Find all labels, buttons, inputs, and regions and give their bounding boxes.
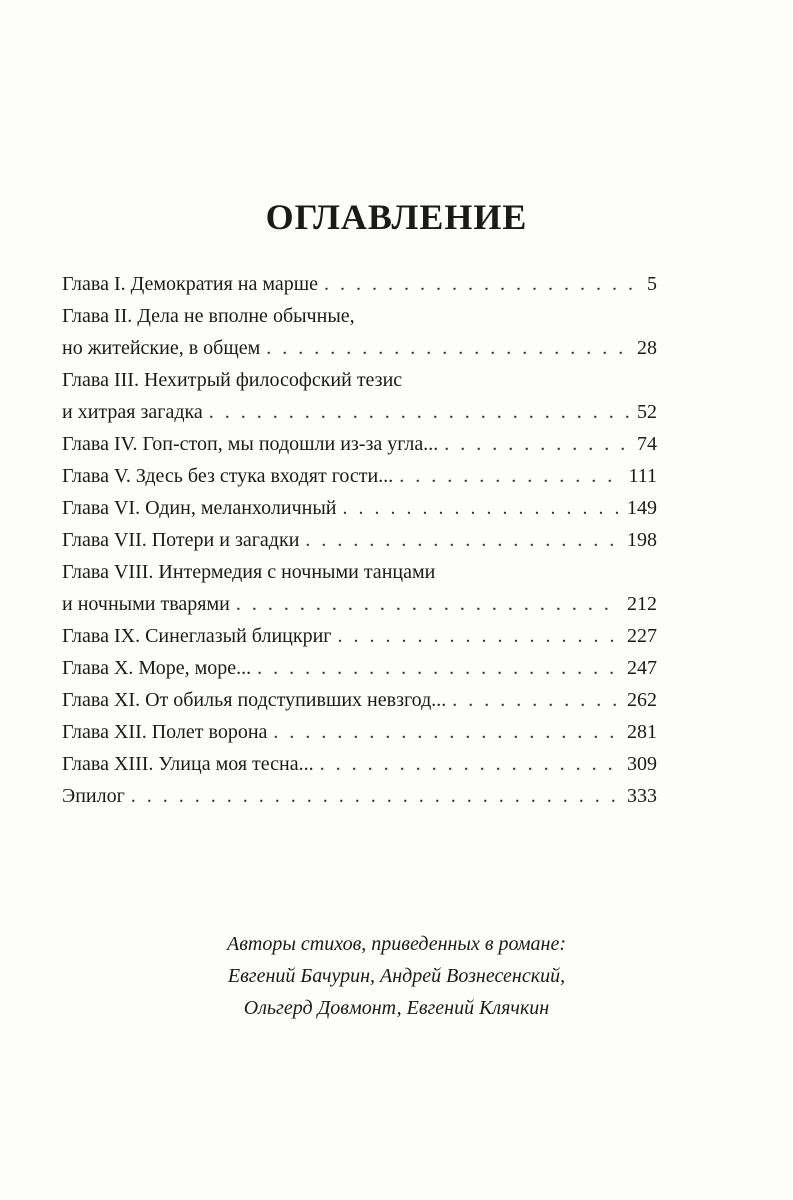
credits-line: Евгений Бачурин, Андрей Вознесенский, [227,965,566,987]
toc-page-number: 333 [627,785,657,807]
toc-entry-title: Глава V. Здесь без стука входят гости... [62,465,394,487]
toc-leader-dots [324,268,641,300]
toc-page-number: 309 [627,753,657,775]
toc-page-number: 52 [637,401,657,423]
poem-authors-credits [0,928,793,1024]
toc-entry-title: Глава IV. Гоп-стоп, мы подошли из-за угла... [62,433,439,455]
toc-leader-dots [257,652,621,684]
toc-entry-6 [62,492,657,524]
toc-entry-4 [62,428,657,460]
toc-leader-dots [273,716,621,748]
toc-entry-title: Глава XII. Полет ворона [62,721,268,743]
toc-page-number: 227 [627,625,657,647]
toc-entry-title: Глава I. Демократия на марше [62,273,319,295]
toc-entry-3-line-1 [62,364,657,396]
toc-entry-title: Глава VIII. Интермедия с ночными танцами [62,561,436,583]
toc-entry-2 [62,332,657,364]
toc-entry-10 [62,652,657,684]
toc-page-number: 262 [627,689,657,711]
toc-leader-dots [236,588,621,620]
toc-entry-title: Глава X. Море, море... [62,657,252,679]
toc-entry-9 [62,620,657,652]
toc-entry-8-line-1 [62,556,657,588]
credits-line: Ольгерд Довмонт, Евгений Клячкин [243,997,550,1019]
toc-leader-dots [444,428,631,460]
toc-entry-8 [62,588,657,620]
toc-page-number: 281 [627,721,657,743]
toc-leader-dots [266,332,631,364]
toc-entry-7 [62,524,657,556]
toc-entry-title-cont: и ночными тварями [62,593,230,615]
toc-entry-12 [62,716,657,748]
page-title: ОГЛАВЛЕНИЕ [265,197,528,237]
toc-leader-dots [209,396,631,428]
toc-page-number: 111 [628,465,657,487]
toc-page-number: 247 [627,657,657,679]
toc-entry-title: Глава VII. Потери и загадки [62,529,300,551]
toc-leader-dots [343,492,622,524]
toc-page-number: 198 [627,529,657,551]
toc-page-number: 212 [627,593,657,615]
toc-entry-title-cont: но житейские, в общем [62,337,261,359]
toc-page-number: 74 [637,433,657,455]
toc-page-number: 5 [647,273,657,295]
toc-leader-dots [337,620,621,652]
toc-entry-title-cont: и хитрая загадка [62,401,203,423]
toc-page-number: 149 [627,497,657,519]
toc-leader-dots [131,780,621,812]
toc-entry-2-line-1 [62,300,657,332]
toc-entry-13 [62,748,657,780]
toc-entry-title: Глава XIII. Улица моя тесна... [62,753,314,775]
toc-entry-title: Глава II. Дела не вполне обычные, [62,305,355,327]
table-of-contents [62,268,657,812]
toc-entry-11 [62,684,657,716]
toc-leader-dots [452,684,621,716]
toc-entry-title: Глава IX. Синеглазый блицкриг [62,625,332,647]
toc-entry-title: Глава XI. От обилья подступивших невзгод... [62,689,447,711]
toc-leader-dots [399,460,622,492]
toc-leader-dots [320,748,621,780]
toc-entry-1 [62,268,657,300]
toc-page-number: 28 [637,337,657,359]
toc-leader-dots [305,524,621,556]
toc-entry-title: Глава III. Нехитрый философский тезис [62,369,403,391]
toc-entry-14 [62,780,657,812]
toc-entry-title: Эпилог [62,785,125,807]
credits-line: Авторы стихов, приведенных в романе: [227,933,566,955]
toc-entry-5 [62,460,657,492]
toc-entry-3 [62,396,657,428]
toc-entry-title: Глава VI. Один, меланхоличный [62,497,337,519]
